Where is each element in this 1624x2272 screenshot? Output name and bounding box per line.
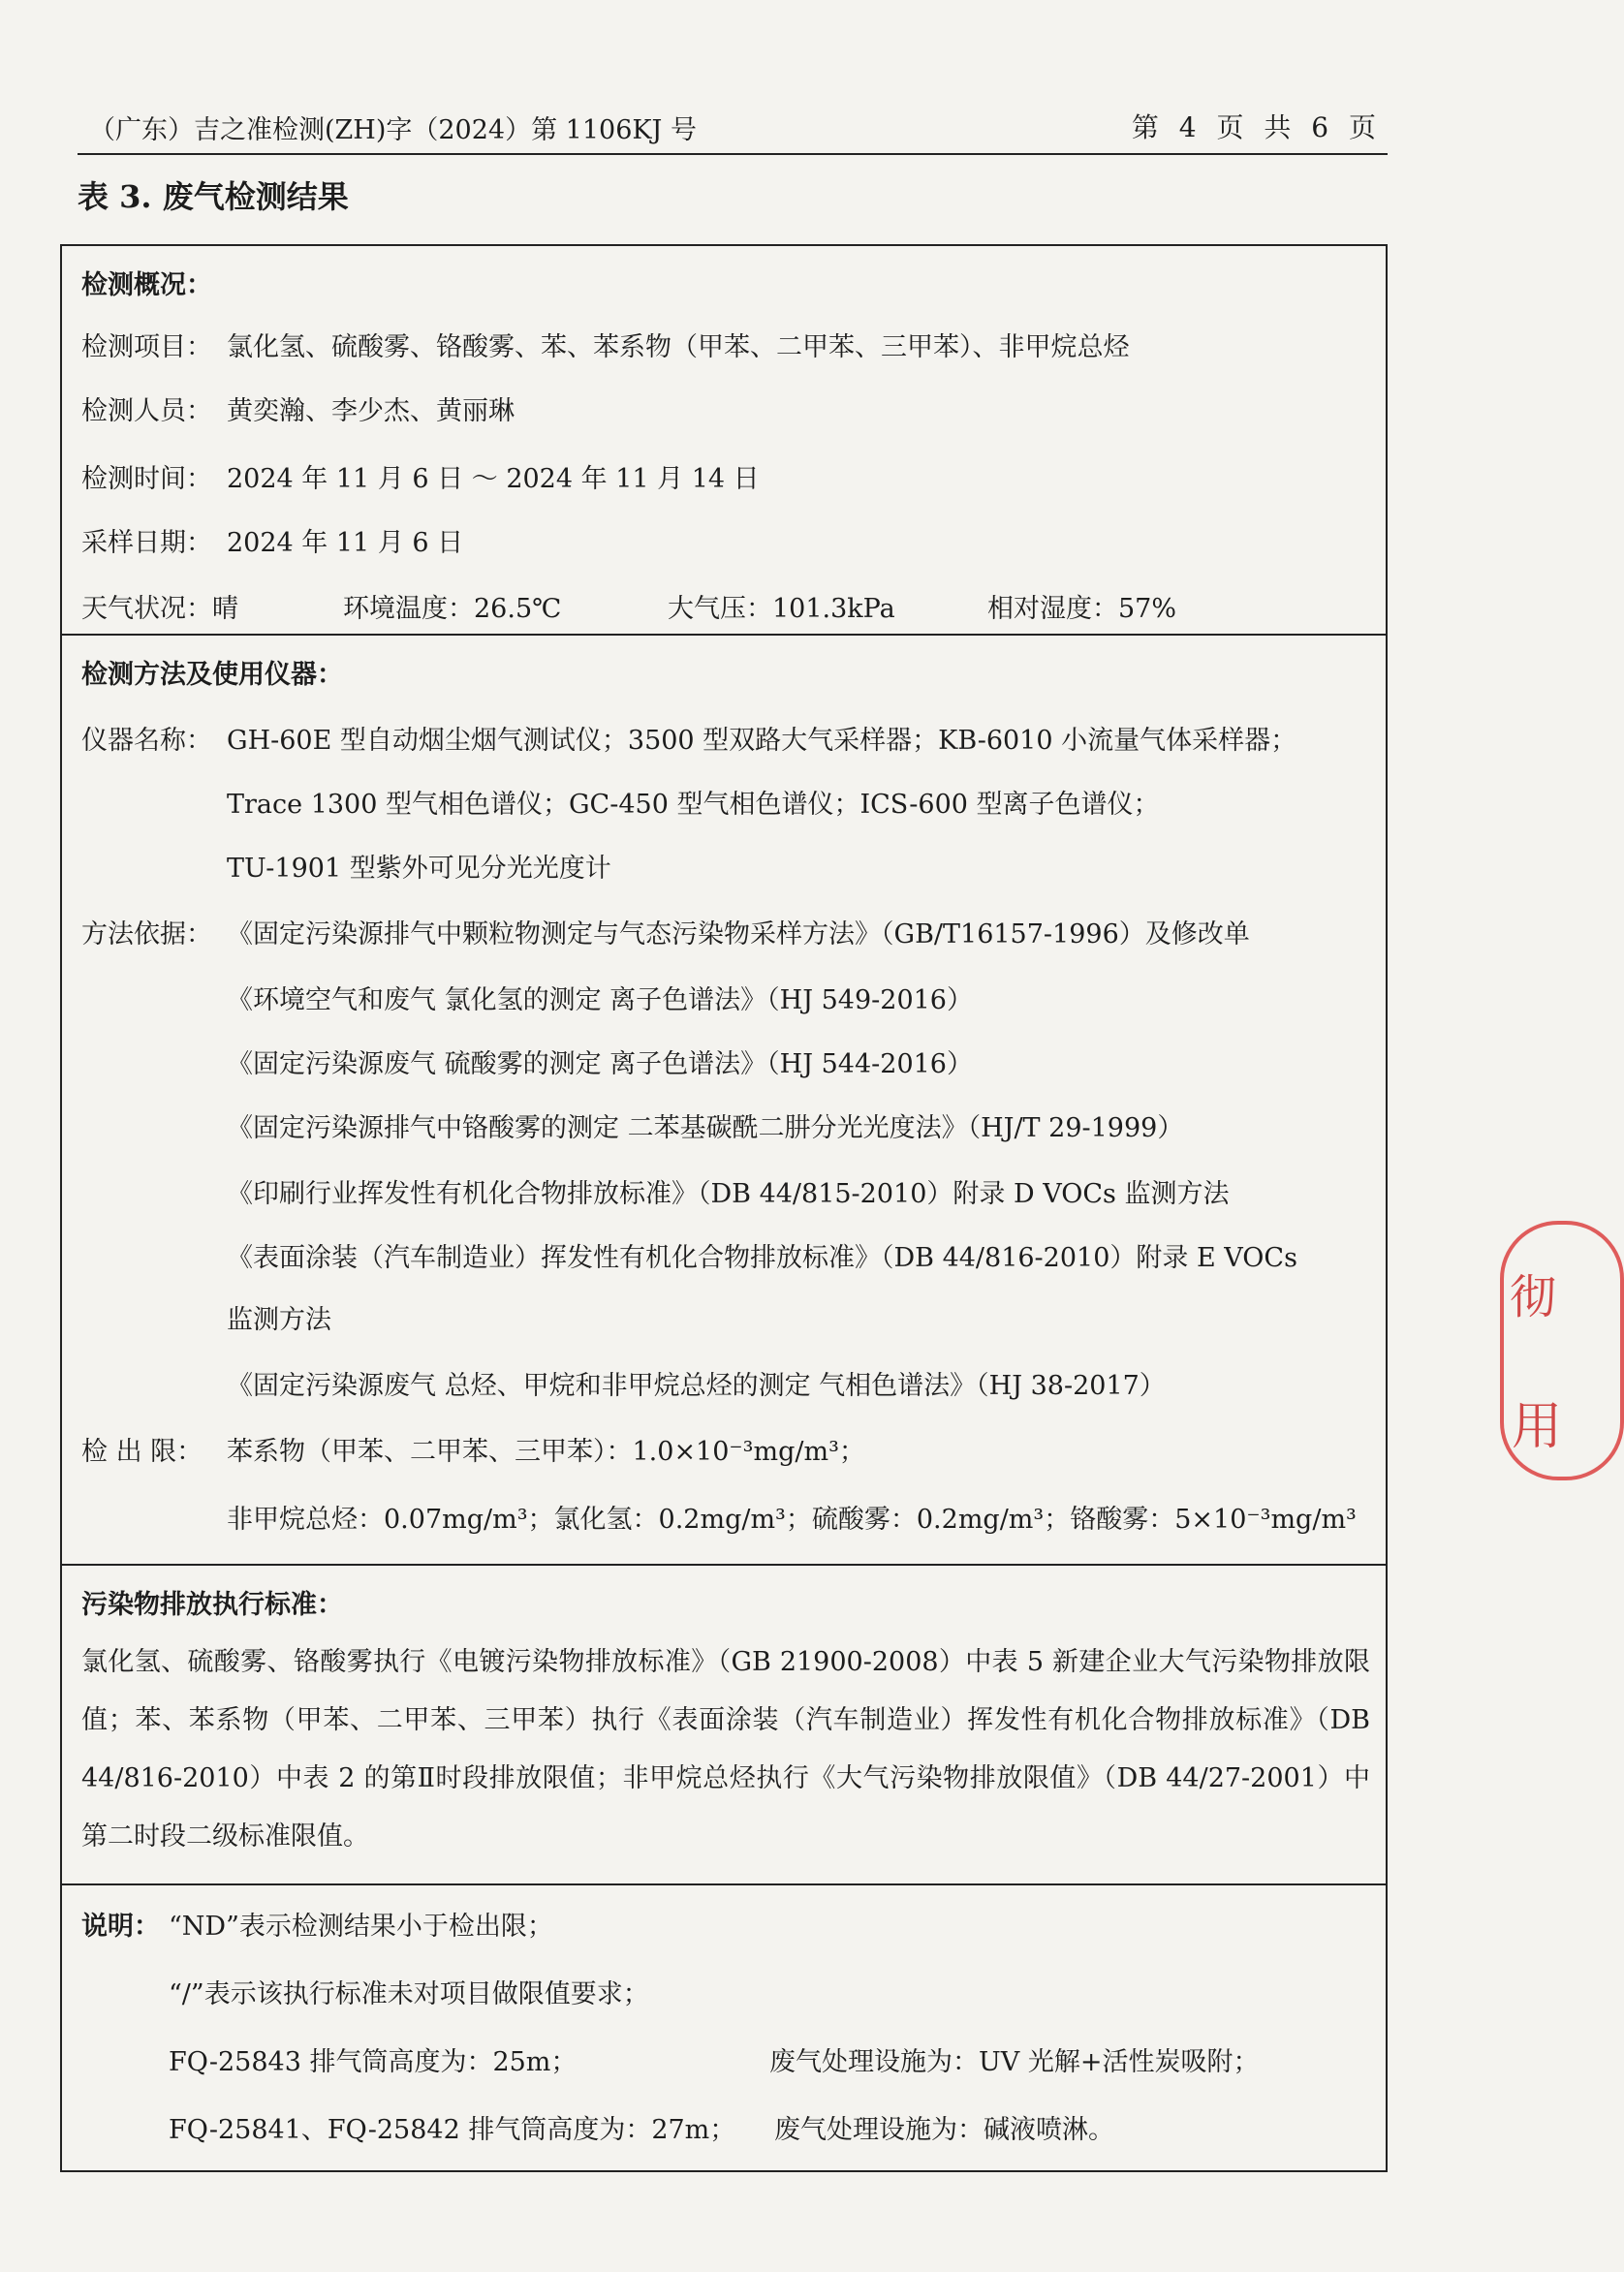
stack-height-1: FQ-25843 排气筒高度为：25m；	[169, 2047, 578, 2077]
note-slash: “/”表示该执行标准未对项目做限值要求；	[169, 1979, 649, 2009]
basis-line: 《表面涂装（汽车制造业）挥发性有机化合物排放标准》（DB 44/816-2010）附录 E VOCs	[227, 1243, 1297, 1273]
limit-label: 检 出 限：	[81, 1437, 203, 1467]
time-value: 2024 年 11 月 6 日 ～ 2024 年 11 月 14 日	[227, 464, 760, 494]
staff-label: 检测人员：	[81, 396, 212, 426]
note-nd: “ND”表示检测结果小于检出限；	[169, 1912, 553, 1942]
temperature: 环境温度：26.5℃	[343, 594, 562, 624]
standard-label: 污染物排放执行标准：	[81, 1590, 343, 1620]
standard-text: 氯化氢、硫酸雾、铬酸雾执行《电镀污染物排放标准》（GB 21900-2008）中表 5 新建企业大气污染物排放限值；苯、苯系物（甲苯、二甲苯、三甲苯）执行《表面涂装（汽车制造业）挥发性有机化合物排放标准》（DB 44/816-2010）中表 2 的第Ⅱ时段排放限值；非甲烷总烃执行《大气污染物排放限值》（DB 44/27-2001）中第二时段二级标准限值。	[81, 1647, 1370, 1852]
basis-line: 《印刷行业挥发性有机化合物排放标准》（DB 44/815-2010）附录 D VOCs 监测方法	[227, 1179, 1230, 1209]
methods-label: 检测方法及使用仪器：	[81, 660, 343, 690]
seal-glyph: 彻	[1510, 1270, 1557, 1324]
basis-line: 《固定污染源废气 硫酸雾的测定 离子色谱法》（HJ 544-2016）	[227, 1049, 973, 1079]
methods-section	[62, 634, 1386, 1564]
results-box	[60, 244, 1388, 2172]
staff-value: 黄奕瀚、李少杰、黄丽琳	[227, 396, 515, 426]
sampling-value: 2024 年 11 月 6 日	[227, 528, 464, 558]
report-number: （广东）吉之准检测(ZH)字（2024）第 1106KJ 号	[89, 115, 697, 145]
facility-1: 废气处理设施为：UV 光解+活性炭吸附；	[769, 2047, 1260, 2077]
basis-line: 监测方法	[227, 1305, 331, 1335]
instrument-label: 仪器名称：	[81, 726, 212, 756]
sampling-label: 采样日期：	[81, 528, 212, 558]
basis-label: 方法依据：	[81, 919, 212, 949]
notes-label: 说明：	[81, 1912, 160, 1942]
limit-line-1: 苯系物（甲苯、二甲苯、三甲苯）：1.0×10⁻³mg/m³；	[227, 1437, 865, 1467]
facility-2: 废气处理设施为：碱液喷淋。	[774, 2115, 1114, 2145]
humidity: 相对湿度：57%	[987, 594, 1177, 624]
weather: 天气状况：晴	[81, 594, 238, 624]
page-info: 第 4 页 共 6 页	[1131, 111, 1382, 143]
overview-section	[62, 246, 1386, 634]
items-label: 检测项目：	[81, 332, 212, 362]
limit-line-2: 非甲烷总烃：0.07mg/m³；氯化氢：0.2mg/m³；硫酸雾：0.2mg/m³；铬酸雾：5×10⁻³mg/m³	[227, 1505, 1357, 1535]
instrument-line: GH-60E 型自动烟尘烟气测试仪；3500 型双路大气采样器；KB-6010 小流量气体采样器；	[227, 726, 1297, 756]
basis-line: 《固定污染源废气 总烃、甲烷和非甲烷总烃的测定 气相色谱法》（HJ 38-2017）	[227, 1371, 1166, 1401]
instrument-line: TU-1901 型紫外可见分光光度计	[227, 854, 611, 884]
standard-section	[62, 1564, 1386, 1883]
items-value: 氯化氢、硫酸雾、铬酸雾、苯、苯系物（甲苯、二甲苯、三甲苯）、非甲烷总烃	[227, 332, 1130, 362]
seal-glyph: 用	[1512, 1398, 1563, 1456]
notes-section	[62, 1883, 1386, 2170]
basis-line: 《固定污染源排气中颗粒物测定与气态污染物采样方法》（GB/T16157-1996）及修改单	[227, 919, 1250, 949]
header-divider	[78, 153, 1388, 155]
instrument-line: Trace 1300 型气相色谱仪；GC-450 型气相色谱仪；ICS-600 型离子色谱仪；	[227, 790, 1160, 820]
basis-line: 《环境空气和废气 氯化氢的测定 离子色谱法》（HJ 549-2016）	[227, 985, 973, 1015]
table-title: 表 3. 废气检测结果	[78, 178, 349, 215]
time-label: 检测时间：	[81, 464, 212, 494]
overview-label: 检测概况：	[81, 270, 212, 300]
basis-line: 《固定污染源排气中铬酸雾的测定 二苯基碳酰二肼分光光度法》（HJ/T 29-1999）	[227, 1113, 1184, 1143]
pressure: 大气压：101.3kPa	[668, 594, 895, 624]
stack-height-2: FQ-25841、FQ-25842 排气筒高度为：27m；	[169, 2115, 736, 2145]
